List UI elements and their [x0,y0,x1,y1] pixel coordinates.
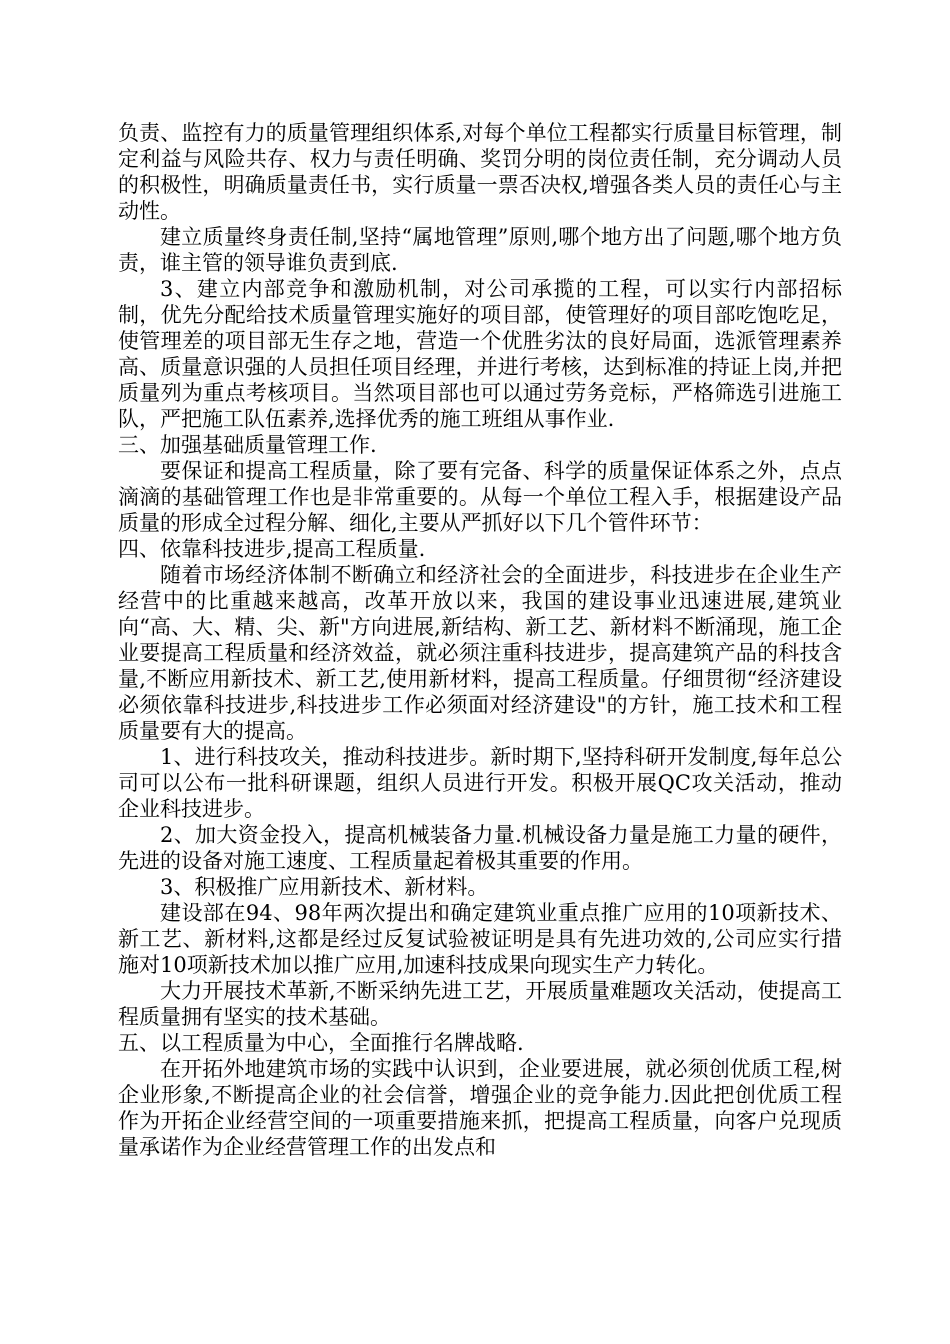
paragraph-new-tech-item: 3、积极推广应用新技术、新材料。 [160,875,489,899]
paragraph-tech-research: 1、进行科技攻关，推动科技进步。新时期下,坚持科研开发制度,每年总公司可以公布一批科研课题，组织人员进行开发。积极开展QC攻关活动，推动企业科技进步。 [118,745,842,821]
section-heading-5: 五、以工程质量为中心，全面推行名牌战略. [118,1031,524,1055]
paragraph-quality-organization: 负责、监控有力的质量管理组织体系,对每个单位工程都实行质量目标管理，制定利益与风险共存、权力与责任明确、奖罚分明的岗位责任制，充分调动人员的积极性，明确质量责任书，实行质量一票否决权,增强各类人员的责任心与主动性。 [118,121,842,223]
section-heading-4: 四、依靠科技进步,提高工程质量. [118,537,426,561]
section-heading-3: 三、加强基础质量管理工作. [118,433,377,457]
paragraph-ten-new-technologies: 建设部在94、98年两次提出和确定建筑业重点推广应用的10项新技术、新工艺、新材料,这都是经过反复试验被证明是具有先进功效的,公司应实行措施对10项新技术加以推广应用,加速科技成果向现实生产力转化。 [118,901,842,977]
paragraph-tech-progress: 随着市场经济体制不断确立和经济社会的全面进步，科技进步在企业生产经营中的比重越来越高，改革开放以来，我国的建设事业迅速进展,建筑业向“高、大、精、尖、新"方向进展,新结构、新工艺、新材料不断涌现，施工企业要提高工程质量和经济效益，就必须注重科技进步，提高建筑产品的科技含量,不断应用新技术、新工艺,使用新材料，提高工程质量。仔细贯彻“经济建设必须依靠科技进步,科技进步工作必须面对经济建设"的方针，施工技术和工程质量要有大的提高。 [118,563,842,743]
paragraph-internal-competition: 3、建立内部竞争和激励机制，对公司承揽的工程，可以实行内部招标制，优先分配给技术质量管理实施好的项目部，使管理好的项目部吃饱吃足，使管理差的项目部无生存之地，营造一个优胜劣汰的良好局面，选派管理素养高、质量意识强的人员担任项目经理，并进行考核，达到标准的持证上岗,并把质量列为重点考核项目。当然项目部也可以通过劳务竞标，严格筛选引进施工队，严把施工队伍素养,选择优秀的施工班组从事作业. [118,277,842,431]
paragraph-tech-innovation: 大力开展技术革新,不断采纳先进工艺，开展质量难题攻关活动，使提高工程质量拥有坚实的技术基础。 [118,979,842,1029]
paragraph-lifelong-responsibility: 建立质量终身责任制,坚持“属地管理”原则,哪个地方出了问题,哪个地方负责，谁主管的领导谁负责到底. [118,225,842,275]
paragraph-capital-investment: 2、加大资金投入，提高机械装备力量.机械设备力量是施工力量的硬件，先进的设备对施工速度、工程质量起着极其重要的作用。 [118,823,842,873]
paragraph-brand-strategy: 在开拓外地建筑市场的实践中认识到，企业要进展，就必须创优质工程,树企业形象,不断提高企业的社会信誉，增强企业的竞争能力.因此把创优质工程作为开拓企业经营空间的一项重要措施来抓，把提高工程质量，向客户兑现质量承诺作为企业经营管理工作的出发点和 [118,1057,842,1159]
document-body [118,120,842,1160]
paragraph-basic-management: 要保证和提高工程质量，除了要有完备、科学的质量保证体系之外，点点滴滴的基础管理工作也是非常重要的。从每一个单位工程入手，根据建设产品质量的形成全过程分解、细化,主要从严抓好以下几个管件环节： [118,459,842,535]
